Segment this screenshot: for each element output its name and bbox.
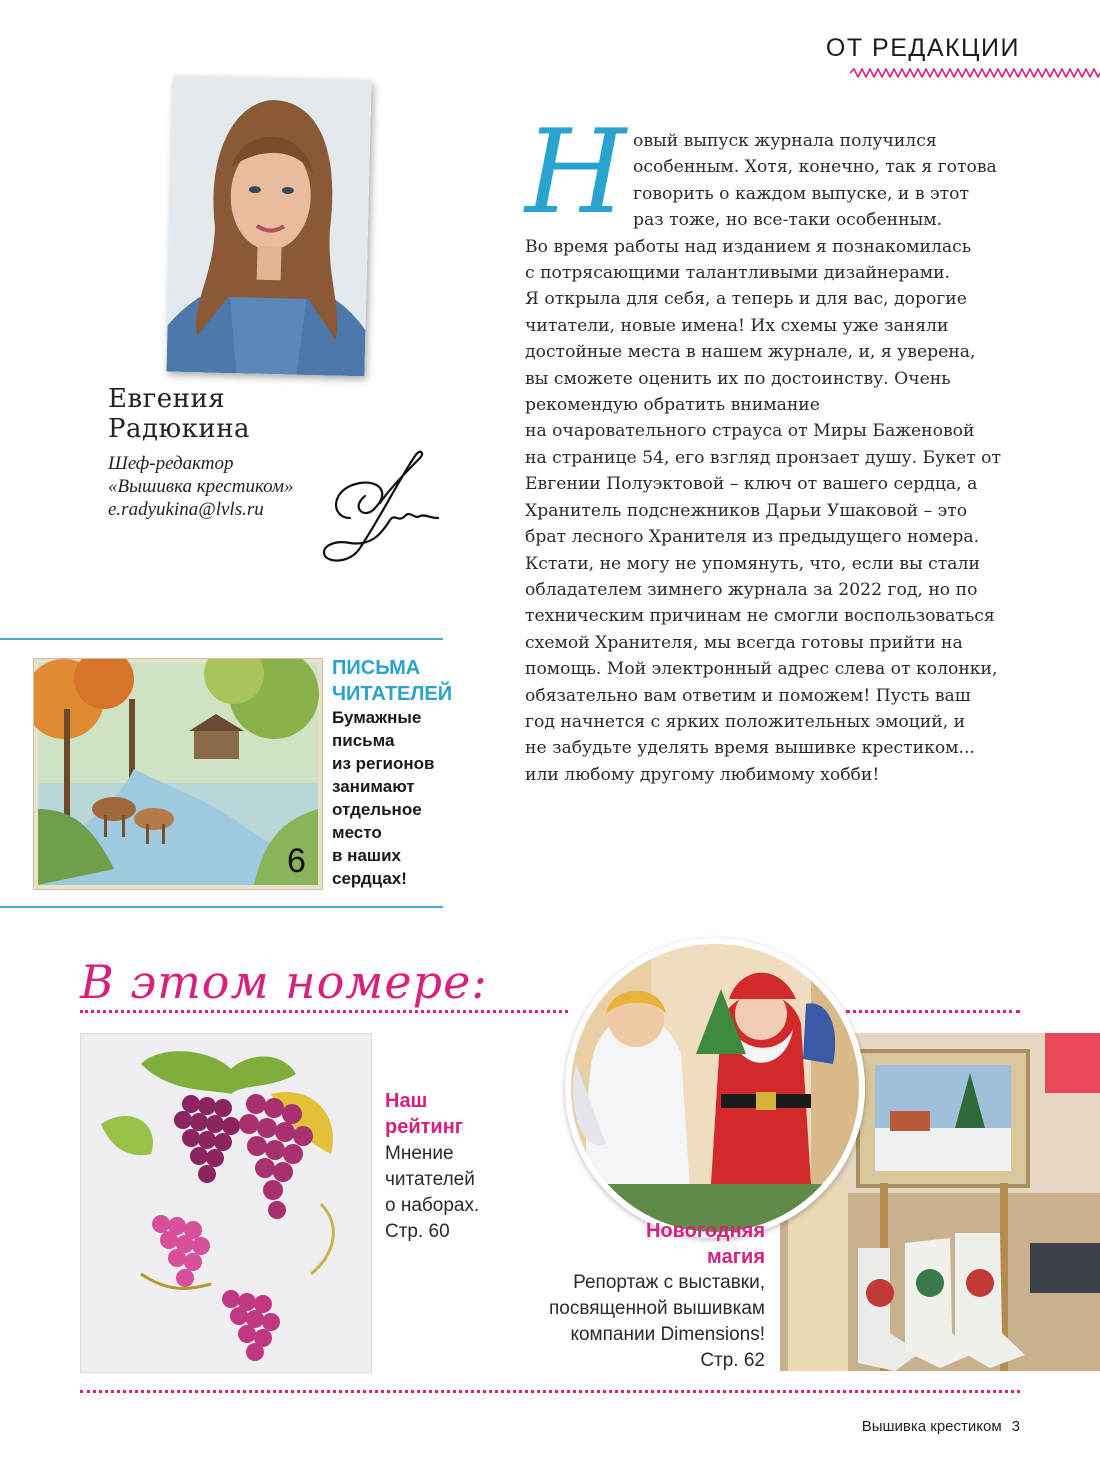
letters-body-line: сердцах! — [332, 869, 407, 888]
editorial-line: не забудьте уделять время вышивке крестиком... — [525, 738, 975, 759]
letters-top-rule — [0, 638, 443, 640]
editorial-line: раз тоже, но все-таки особенным. — [633, 210, 943, 231]
editor-photo — [166, 76, 371, 377]
rating-body-line: о наборах. — [385, 1195, 480, 1216]
editorial-line: вы сможете оценить их по достоинству. Очень — [525, 368, 951, 389]
editorial-line: на странице 54, его взгляд пронзает душу. Букет от — [525, 447, 1002, 468]
editorial-line: брат лесного Хранителя из предыдущего номера. — [525, 527, 980, 548]
letters-body-line: письма — [332, 731, 395, 750]
editorial-line: помощь. Мой электронный адрес слева от колонки, — [525, 659, 998, 680]
editorial-line: рекомендую обратить внимание — [525, 395, 820, 416]
footer-magazine-name: Вышивка крестиком — [861, 1418, 1002, 1435]
editorial-line: Хранитель подснежников Дарьи Ушаковой – это — [525, 500, 968, 521]
letters-body-line: в наших — [332, 846, 401, 865]
editor-position: Шеф-редактор — [108, 453, 234, 474]
letters-title-line: ЧИТАТЕЛЕЙ — [332, 683, 453, 705]
letters-body-line: место — [332, 823, 382, 842]
rating-body-line: Стр. 60 — [385, 1221, 450, 1242]
issue-top-dotted-rule — [80, 1010, 568, 1013]
issue-heading: В этом номере: — [80, 955, 488, 1009]
letters-description — [332, 706, 472, 890]
rating-body-line: Мнение — [385, 1143, 454, 1164]
editorial-line: год начнется с ярких положительных эмоций, и — [525, 711, 966, 732]
letters-page-number: 6 — [287, 842, 306, 880]
letters-title-line: ПИСЬМА — [332, 657, 421, 679]
rating-description — [385, 1141, 505, 1245]
editorial-line: обязательно вам ответим и поможем! Пусть ваш — [525, 685, 971, 706]
editor-magazine: «Вышивка крестиком» — [108, 476, 294, 497]
editorial-line: говорить о каждом выпуске, и в этот — [633, 183, 969, 204]
editorial-line: особенным. Хотя, конечно, так я готова — [633, 157, 997, 178]
letters-bottom-rule — [0, 906, 443, 908]
editorial-line: достойные места в нашем журнале, и, я уверена, — [525, 342, 976, 363]
drop-cap: Н — [525, 105, 627, 240]
footer-page-number: 3 — [1011, 1418, 1020, 1435]
editorial-text — [525, 128, 1020, 788]
editorial-line: схемой Хранителя, мы всегда готовы прийти на — [525, 632, 963, 653]
editorial-line: читатели, новые имена! Их схемы уже заняли — [525, 315, 949, 336]
editorial-line: или любому другому любимому хобби! — [525, 764, 880, 785]
editorial-line: Во время работы над изданием я познакомилась — [525, 236, 972, 257]
page-footer — [862, 1418, 1020, 1435]
magic-body-line: Репортаж с выставки, — [573, 1272, 765, 1293]
magic-body-line: компании Dimensions! — [570, 1324, 765, 1345]
editor-email[interactable]: e.radyukina@lvls.ru — [108, 499, 264, 520]
editorial-line: на очаровательного страуса от Миры Баженовой — [525, 421, 975, 442]
editorial-line: Кстати, не могу не упомянуть, что, если вы стали — [525, 553, 980, 574]
magic-title-line: магия — [707, 1246, 765, 1268]
rating-title[interactable] — [385, 1088, 463, 1140]
editorial-line: овый выпуск журнала получился — [633, 131, 937, 151]
magic-title[interactable] — [560, 1218, 765, 1270]
editor-first-name: Евгения — [108, 384, 226, 414]
rating-title-line: рейтинг — [385, 1116, 464, 1138]
editorial-line: обладателем зимнего журнала за 2022 год, но по — [525, 579, 978, 600]
editorial-line: Евгении Полуэктовой – ключ от вашего сердца, а — [525, 474, 978, 495]
editorial-line: техническим причинам не смогли воспользоваться — [525, 606, 995, 627]
magic-title-line: Новогодняя — [645, 1220, 765, 1242]
section-title: ОТ РЕДАКЦИИ — [825, 34, 1020, 62]
santa-angel-photo[interactable] — [565, 938, 865, 1238]
letters-body-line: отдельное — [332, 800, 422, 819]
signature-image — [320, 448, 450, 568]
grapes-embroidery-image[interactable] — [80, 1033, 372, 1373]
editorial-line: Я открыла для себя, а теперь и для вас, дорогие — [525, 289, 967, 310]
letters-embroidery-image[interactable] — [33, 658, 323, 890]
rating-body-line: читателей — [385, 1169, 475, 1190]
letters-body-line: из регионов — [332, 754, 435, 773]
editor-role — [108, 452, 294, 521]
magic-description — [500, 1270, 765, 1374]
issue-top-dotted-rule-right — [846, 1010, 1020, 1013]
letters-body-line: занимают — [332, 777, 415, 796]
issue-bottom-dotted-rule — [80, 1390, 1020, 1393]
zigzag-divider — [850, 68, 1100, 78]
rating-title-line: Наш — [385, 1090, 428, 1112]
magic-body-line: Стр. 62 — [700, 1350, 765, 1371]
editor-last-name: Радюкина — [108, 414, 251, 444]
letters-body-line: Бумажные — [332, 708, 422, 727]
letters-title[interactable] — [332, 655, 472, 707]
editorial-line: с потрясающими талантливыми дизайнерами. — [525, 263, 950, 284]
magic-body-line: посвященной вышивкам — [548, 1298, 765, 1319]
editor-name — [108, 384, 250, 444]
